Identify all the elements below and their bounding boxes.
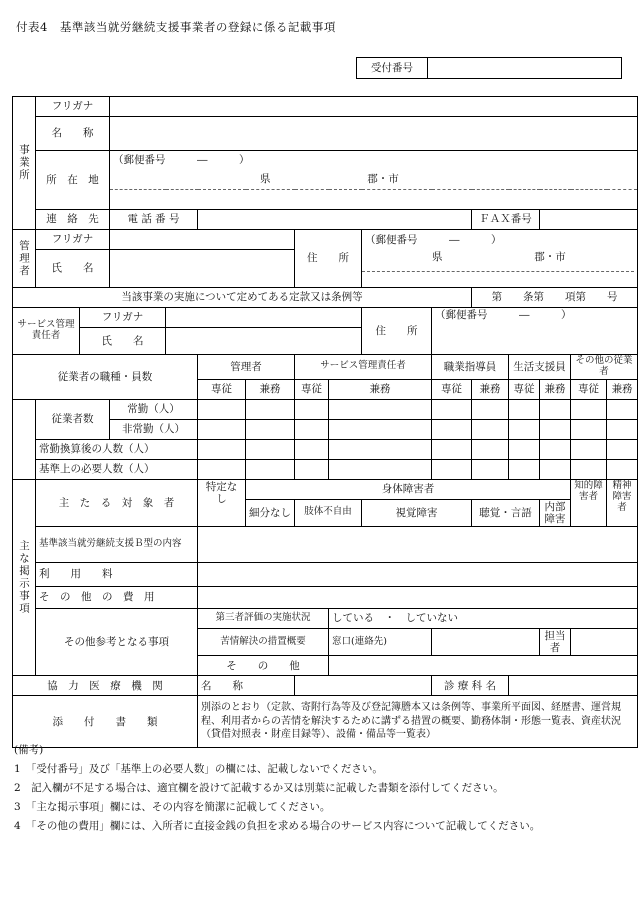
hospital-dept-field[interactable] xyxy=(509,676,638,696)
cell[interactable] xyxy=(198,399,246,419)
jigyosho-postal: （郵便番号 ― ） xyxy=(110,151,638,171)
cell xyxy=(540,459,571,479)
kennmu-label: 兼務 xyxy=(472,379,509,399)
service-mgr-name-field[interactable] xyxy=(166,328,362,355)
cell xyxy=(329,459,432,479)
jigyosho-pref-city xyxy=(110,170,638,190)
cell[interactable] xyxy=(540,419,571,439)
cell xyxy=(472,459,509,479)
others-field[interactable] xyxy=(329,656,638,676)
cell[interactable] xyxy=(472,419,509,439)
parttime-label: 非常勤（人） xyxy=(110,419,198,439)
cell[interactable] xyxy=(472,399,509,419)
jigyosho-city: 郡・市 xyxy=(367,173,399,186)
cell[interactable] xyxy=(432,399,472,419)
document-title: 付表4 基準該当就労継続支援事業者の登録に係る記載事項 xyxy=(16,20,336,34)
jigyosho-section-label: 事業所 xyxy=(13,97,36,230)
cell[interactable] xyxy=(432,419,472,439)
hospital-name-label: 名 称 xyxy=(198,676,295,696)
third-party-status[interactable]: している ・ していない xyxy=(329,608,638,628)
staff-count-label: 従業者数 xyxy=(36,399,110,439)
cell[interactable] xyxy=(198,439,246,459)
kennmu-label: 兼務 xyxy=(540,379,571,399)
kennmu-label: 兼務 xyxy=(329,379,432,399)
kanrisha-section-label: 管理者 xyxy=(13,230,36,288)
cell[interactable] xyxy=(540,399,571,419)
jigyosho-furigana-label: フリガナ xyxy=(36,97,110,117)
jigyosho-fax-field[interactable] xyxy=(540,210,638,230)
cell[interactable] xyxy=(472,439,509,459)
jigyosho-tel-label: 電 話 番 号 xyxy=(110,210,198,230)
cell[interactable] xyxy=(607,399,638,419)
cell[interactable] xyxy=(607,439,638,459)
attach-label: 添 付 書 類 xyxy=(13,696,198,748)
jigyosho-address-field[interactable] xyxy=(110,190,638,210)
cell xyxy=(295,459,329,479)
third-party-label: 第三者評価の実施状況 xyxy=(198,608,329,628)
cell xyxy=(432,459,472,479)
cell[interactable] xyxy=(329,439,432,459)
main-section-label: 主な掲示事項 xyxy=(13,479,36,675)
kanrisha-furigana-field[interactable] xyxy=(110,230,295,250)
jigyosho-furigana-field[interactable] xyxy=(110,97,638,117)
teikan-label: 当該事業の実施について定めてある定款又は条例等 xyxy=(13,288,472,308)
note-item: 3 「主な掲示事項」欄には、その内容を簡潔に記載してください。 xyxy=(14,801,331,813)
content-label: 基準該当就労継続支援Ｂ型の内容 xyxy=(36,526,198,562)
service-mgr-address-label: 住 所 xyxy=(362,308,432,355)
jigyosho-tel-field[interactable] xyxy=(198,210,472,230)
jigyosho-fax-label: ＦＡＸ番号 xyxy=(472,210,540,230)
cell[interactable] xyxy=(295,399,329,419)
senju-label: 専従 xyxy=(295,379,329,399)
chiteki-label: 知的障害者 xyxy=(571,479,607,526)
cell xyxy=(509,459,540,479)
senju-label: 専従 xyxy=(198,379,246,399)
sub-internal: 内部障害 xyxy=(540,499,571,526)
receipt-number-box xyxy=(356,57,622,79)
jigyosho-address-label: 所 在 地 xyxy=(36,151,110,210)
service-mgr-postal: （郵便番号 ― ） xyxy=(432,308,638,328)
note-item: 4 「その他の費用」欄には、入所者に直接金銭の負担を求める場合のサービス内容について記載してください。 xyxy=(14,820,541,832)
cell[interactable] xyxy=(246,419,295,439)
cell[interactable] xyxy=(246,399,295,419)
role-other: その他の従業者 xyxy=(571,355,638,380)
cell[interactable] xyxy=(509,399,540,419)
sub-limb: 肢体不自由 xyxy=(295,499,362,526)
cell[interactable] xyxy=(571,419,607,439)
cell[interactable] xyxy=(198,419,246,439)
sub-visual: 視覚障害 xyxy=(362,499,472,526)
kanrisha-pref: 県 xyxy=(432,250,443,263)
note-item: 2 記入欄が不足する場合は、適宜欄を設けて記載するか又は別葉に記載した書類を添付してください。 xyxy=(14,782,504,794)
hospital-label: 協 力 医 療 機 関 xyxy=(13,676,198,696)
senju-label: 専従 xyxy=(509,379,540,399)
cell[interactable] xyxy=(607,419,638,439)
cell[interactable] xyxy=(571,399,607,419)
window-label: 窓口(連絡先) xyxy=(329,628,432,655)
target-label: 主 た る 対 象 者 xyxy=(36,479,198,526)
note-item: 1 「受付番号」及び「基準上の必要人数」の欄には、記載しないでください。 xyxy=(14,763,383,775)
cell xyxy=(571,459,607,479)
cell xyxy=(246,459,295,479)
role-service-mgr: サービス管理責任者 xyxy=(295,355,432,380)
sub-none: 細分なし xyxy=(246,499,295,526)
kennmu-label: 兼務 xyxy=(607,379,638,399)
sub-hearing: 聴覚・言語 xyxy=(472,499,540,526)
senju-label: 専従 xyxy=(571,379,607,399)
cell[interactable] xyxy=(432,439,472,459)
cell[interactable] xyxy=(329,419,432,439)
seishin-label: 精神障害者 xyxy=(607,479,638,526)
tokutei-label: 特定なし xyxy=(198,479,246,526)
jigyosho-name-label: 名 称 xyxy=(36,117,110,151)
converted-label: 常勤換算後の人数（人） xyxy=(36,439,198,459)
receipt-number-label: 受付番号 xyxy=(357,58,428,78)
service-mgr-section-label: サービス管理責任者 xyxy=(13,308,80,355)
kennmu-label: 兼務 xyxy=(246,379,295,399)
teikan-ref: 第 条第 項第 号 xyxy=(472,288,638,308)
kanrisha-address-label: 住 所 xyxy=(295,230,362,288)
kanrisha-postal: （郵便番号 ― ） xyxy=(362,230,638,250)
content-field[interactable] xyxy=(198,526,638,562)
cell[interactable] xyxy=(540,439,571,459)
cell[interactable] xyxy=(295,419,329,439)
hospital-dept-label: 診 療 科 名 xyxy=(432,676,509,696)
role-seikatsu: 生活支援員 xyxy=(509,355,571,380)
cell[interactable] xyxy=(329,399,432,419)
attach-text: 別添のとおり（定款、寄附行為等及び登記簿謄本又は条例等、事業所平面図、経歴書、運営規程、利用者からの苦情を解決するために講ずる措置の概要、勤務体制・形態一覧表、資産状況（貸借対照表・財産目録等）、設備・備品等一覧表） xyxy=(198,696,638,748)
cell xyxy=(607,459,638,479)
shintai-label: 身体障害者 xyxy=(246,479,571,499)
other-fee-field[interactable] xyxy=(198,586,638,608)
role-kanrisha: 管理者 xyxy=(198,355,295,380)
jigyosho-pref: 県 xyxy=(260,173,271,186)
registration-form xyxy=(12,96,638,748)
jigyosho-contact-label: 連 絡 先 xyxy=(36,210,110,230)
other-fee-label: そ の 他 の 費 用 xyxy=(36,586,198,608)
kanrisha-furigana-label: フリガナ xyxy=(36,230,110,250)
service-mgr-address-field[interactable] xyxy=(432,328,638,355)
others-label: そ の 他 xyxy=(198,656,329,676)
service-mgr-furigana-label: フリガナ xyxy=(80,308,166,328)
kanrisha-pref-city xyxy=(362,250,638,288)
kanrisha-name-field[interactable] xyxy=(110,250,295,288)
hospital-name-field[interactable] xyxy=(295,676,432,696)
notes xyxy=(14,741,620,836)
senju-label: 専従 xyxy=(432,379,472,399)
other-ref-label: その他参考となる事項 xyxy=(36,608,198,675)
notes-head: (備考) xyxy=(14,744,44,756)
kanrisha-city: 郡・市 xyxy=(534,250,566,263)
cell[interactable] xyxy=(246,439,295,459)
complaint-label: 苦情解決の措置概要 xyxy=(198,628,329,655)
kanrisha-name-label: 氏 名 xyxy=(36,250,110,288)
fulltime-label: 常勤（人） xyxy=(110,399,198,419)
jigyosho-name-field[interactable] xyxy=(110,117,638,151)
service-mgr-furigana-field[interactable] xyxy=(166,308,362,328)
cell[interactable] xyxy=(295,439,329,459)
service-mgr-name-label: 氏 名 xyxy=(80,328,166,355)
person-label: 担当者 xyxy=(540,628,571,655)
cell[interactable] xyxy=(509,439,540,459)
required-label: 基準上の必要人数（人） xyxy=(36,459,198,479)
fee-label: 利 用 料 xyxy=(36,562,198,586)
person-field[interactable] xyxy=(571,628,638,655)
window-field[interactable] xyxy=(432,628,540,655)
cell[interactable] xyxy=(509,419,540,439)
cell[interactable] xyxy=(571,439,607,459)
staff-header: 従業者の職種・員数 xyxy=(13,355,198,400)
fee-field[interactable] xyxy=(198,562,638,586)
cell xyxy=(198,459,246,479)
role-shokugyo: 職業指導員 xyxy=(432,355,509,380)
